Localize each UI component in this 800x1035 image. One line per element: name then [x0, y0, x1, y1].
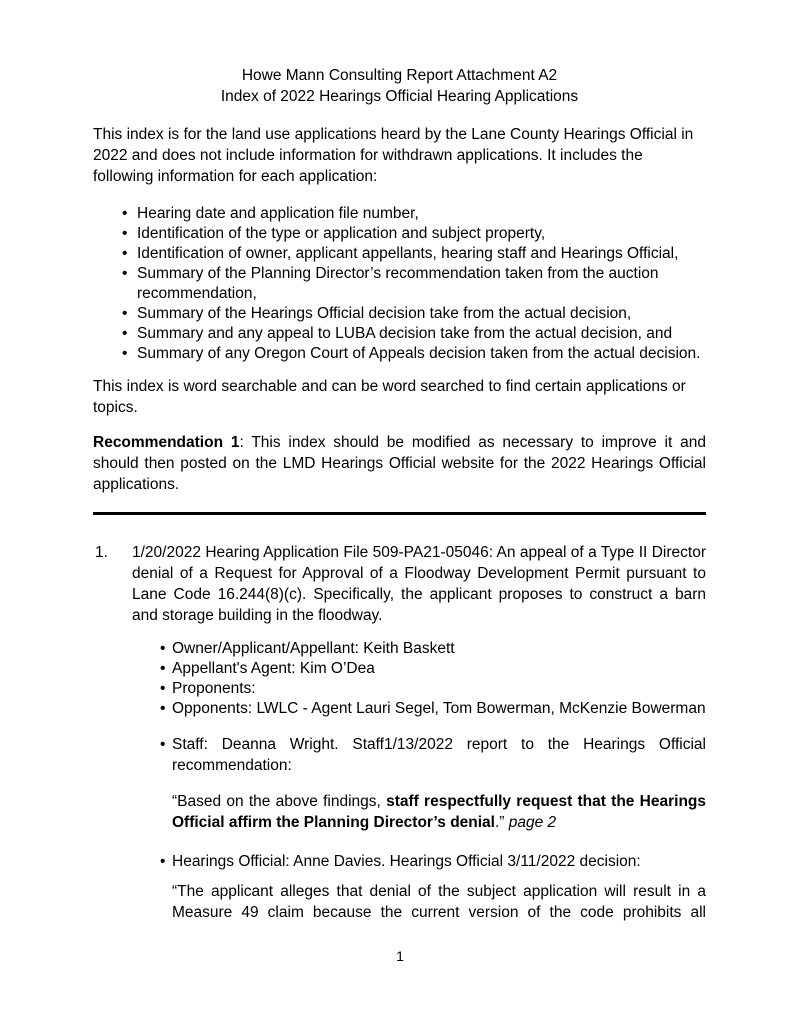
- list-item: • Identification of the type or application and subject property,: [93, 224, 706, 244]
- title-line-1: Howe Mann Consulting Report Attachment A2: [241, 67, 558, 84]
- list-item: • Summary of the Hearings Official decision take from the actual decision,: [93, 304, 706, 324]
- recommendation-text: : This index should be modified as necessary to improve it and should then posted on the LMD Hearings Official website for the 2022 Hearings Official applications.: [93, 434, 706, 493]
- recommendation-paragraph: [93, 432, 706, 495]
- quote-prefix: “Based on the above findings,: [172, 793, 387, 810]
- entry-summary: 1/20/2022 Hearing Application File 509-PA21-05046: An appeal of a Type II Director denial of a Request for Approval of a Floodway Development Permit pursuant to Lane Code 16.244(8)(c). Specifically, the applicant proposes to construct a barn and storage building in the floodway.: [132, 544, 706, 624]
- document-header: [93, 65, 706, 107]
- list-item: • Hearing date and application file number,: [93, 204, 706, 224]
- party-item-proponents: • Proponents:: [93, 679, 706, 699]
- hearings-official-entry-list: [93, 851, 706, 872]
- staff-entry-list: [93, 734, 706, 776]
- index-contents-list: [93, 204, 706, 364]
- list-item: • Identification of owner, applicant appellants, hearing staff and Hearings Official,: [93, 244, 706, 264]
- quote-citation: page 2: [508, 814, 557, 831]
- page-number: 1: [396, 948, 404, 964]
- quote-suffix: .”: [494, 814, 509, 831]
- title-line-2: Index of 2022 Hearings Official Hearing Applications: [220, 88, 579, 105]
- party-item-owner: • Owner/Applicant/Appellant: Keith Baskett: [93, 639, 706, 659]
- horizontal-rule: [93, 512, 706, 515]
- application-entry-1: [93, 542, 706, 626]
- search-note-paragraph: This index is word searchable and can be word searched to find certain applications or topics.: [93, 378, 686, 416]
- intro-paragraph: This index is for the land use applications heard by the Lane County Hearings Official in 2022 and does not include information for withdrawn applications. It includes the following information for each application:: [93, 126, 694, 185]
- parties-list: [93, 639, 706, 719]
- hearings-official-entry-item: • Hearings Official: Anne Davies. Hearings Official 3/11/2022 decision:: [93, 851, 706, 872]
- party-item-agent: • Appellant's Agent: Kim O’Dea: [93, 659, 706, 679]
- list-item: • Summary of the Planning Director’s recommendation taken from the auction recommendation,: [93, 264, 706, 304]
- quote-bold-text: staff respectfully request that the Hearings Official affirm the Planning Director’s denial: [172, 793, 706, 831]
- recommendation-label: Recommendation 1: [93, 434, 240, 451]
- party-item-opponents: • Opponents: LWLC - Agent Lauri Segel, Tom Bowerman, McKenzie Bowerman: [93, 699, 706, 719]
- entry-number: 1.: [95, 544, 108, 561]
- list-item: • Summary and any appeal to LUBA decision take from the actual decision, and: [93, 324, 706, 344]
- staff-report-quote: [172, 791, 706, 833]
- staff-entry-item: • Staff: Deanna Wright. Staff1/13/2022 report to the Hearings Official recommendation:: [93, 734, 706, 776]
- decision-quote: “The applicant alleges that denial of the subject application will result in a Measure 49 claim because the current version of the code prohibits all: [172, 883, 706, 921]
- list-item: • Summary of any Oregon Court of Appeals decision taken from the actual decision.: [93, 344, 706, 364]
